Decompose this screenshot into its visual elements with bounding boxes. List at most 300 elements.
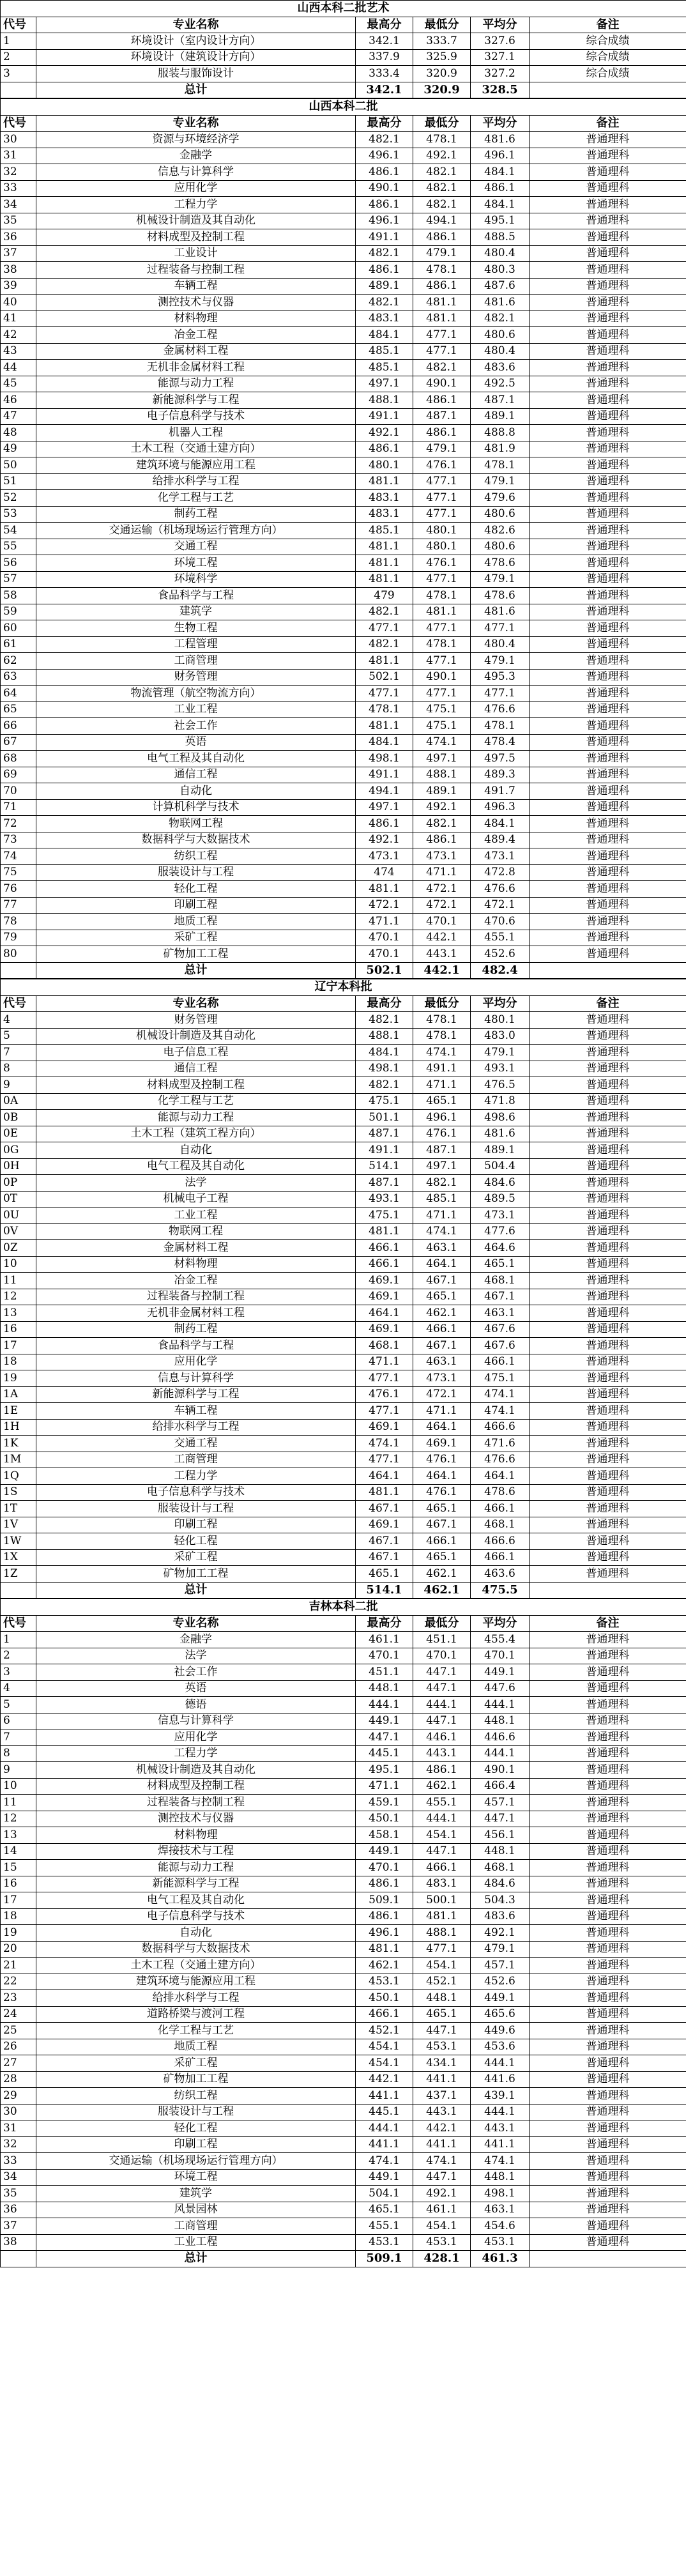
column-header-note: 备注 [530, 115, 686, 132]
cell-avg-score: 483.6 [471, 360, 530, 376]
table-row [1, 1517, 686, 1533]
cell-note: 普通理科 [530, 946, 686, 963]
cell-code: 36 [1, 2202, 36, 2218]
cell-note: 普通理科 [530, 262, 686, 279]
cell-min-score: 446.1 [413, 1729, 471, 1746]
cell-max-score: 469.1 [356, 1517, 413, 1533]
cell-note: 综合成绩 [530, 33, 686, 50]
cell-max-score: 481.1 [356, 1484, 413, 1501]
cell-note: 普通理科 [530, 1419, 686, 1436]
cell-note: 普通理科 [530, 1843, 686, 1860]
cell-note: 普通理科 [530, 1974, 686, 1990]
cell-min-score: 474.1 [413, 734, 471, 751]
cell-max-score: 449.1 [356, 2169, 413, 2186]
cell-min-score: 488.1 [413, 1925, 471, 1942]
table-row [1, 1093, 686, 1110]
cell-major-name: 工商管理 [36, 653, 356, 670]
cell-code: 34 [1, 197, 36, 213]
cell-min-score: 479.1 [413, 441, 471, 457]
cell-max-score: 484.1 [356, 327, 413, 344]
cell-min-score: 461.1 [413, 2202, 471, 2218]
cell-max-score: 486.1 [356, 164, 413, 181]
cell-note: 普通理科 [530, 1517, 686, 1533]
cell-major-name: 信息与计算科学 [36, 1370, 356, 1387]
cell-max-score: 482.1 [356, 132, 413, 148]
table-row [1, 1240, 686, 1257]
cell-code: 1X [1, 1549, 36, 1566]
cell-major-name: 建筑学 [36, 2186, 356, 2202]
cell-code: 13 [1, 1827, 36, 1844]
table-row [1, 1321, 686, 1338]
cell-min-score: 471.1 [413, 1077, 471, 1094]
cell-code: 1S [1, 1484, 36, 1501]
cell-min-score: 477.1 [413, 620, 471, 637]
cell-min-score: 447.1 [413, 1664, 471, 1681]
cell-note: 普通理科 [530, 1305, 686, 1322]
table-row [1, 2234, 686, 2251]
cell-major-name: 机械设计制造及其自动化 [36, 1762, 356, 1779]
cell-code: 34 [1, 2169, 36, 2186]
cell-code: 31 [1, 2120, 36, 2137]
cell-avg-score: 457.1 [471, 1958, 530, 1974]
cell-min-score: 442.1 [413, 930, 471, 946]
cell-major-name: 电气工程及其自动化 [36, 1892, 356, 1909]
cell-major-name: 数据科学与大数据技术 [36, 832, 356, 848]
table-row [1, 1941, 686, 1958]
cell-code: 43 [1, 343, 36, 360]
cell-max-score: 333.4 [356, 66, 413, 82]
cell-major-name: 自动化 [36, 1142, 356, 1159]
score-table [0, 1598, 686, 2267]
cell-code: 41 [1, 310, 36, 327]
table-row [1, 1028, 686, 1045]
cell-code: 61 [1, 636, 36, 653]
cell-note: 普通理科 [530, 1208, 686, 1224]
cell-avg-score: 468.1 [471, 1517, 530, 1533]
cell-max-score: 469.1 [356, 1273, 413, 1289]
cell-min-score: 473.1 [413, 848, 471, 865]
cell-major-name: 金融学 [36, 148, 356, 164]
cell-note: 普通理科 [530, 523, 686, 539]
cell-max-score: 483.1 [356, 490, 413, 507]
cell-min-score: 474.1 [413, 2153, 471, 2170]
cell-code: 8 [1, 1061, 36, 1077]
column-header-avg-score: 平均分 [471, 995, 530, 1012]
cell-note: 普通理科 [530, 864, 686, 881]
cell-max-score: 441.1 [356, 2088, 413, 2104]
cell-major-name: 环境设计（室内设计方向） [36, 33, 356, 50]
table-row [1, 278, 686, 295]
cell-code: 1M [1, 1452, 36, 1468]
cell-note: 普通理科 [530, 1925, 686, 1942]
header-row [1, 115, 686, 132]
cell-min-score: 471.1 [413, 1403, 471, 1420]
cell-note: 普通理科 [530, 1827, 686, 1844]
cell-avg-score: 473.1 [471, 1208, 530, 1224]
cell-note: 普通理科 [530, 1566, 686, 1583]
cell-note: 普通理科 [530, 408, 686, 425]
cell-min-score: 444.1 [413, 1811, 471, 1827]
cell-note: 普通理科 [530, 360, 686, 376]
cell-min-score: 470.1 [413, 1648, 471, 1664]
cell-max-score: 471.1 [356, 1778, 413, 1795]
cell-code: 23 [1, 1990, 36, 2007]
cell-min-score: 477.1 [413, 343, 471, 360]
cell-avg-score: 444.1 [471, 1745, 530, 1762]
cell-max-score: 474 [356, 864, 413, 881]
table-row [1, 2186, 686, 2202]
cell-max-score: 487.1 [356, 1175, 413, 1192]
table-row [1, 425, 686, 441]
score-table [0, 0, 686, 98]
cell-max-score: 496.1 [356, 213, 413, 229]
cell-max-score: 491.1 [356, 408, 413, 425]
cell-note: 普通理科 [530, 1321, 686, 1338]
cell-note: 普通理科 [530, 620, 686, 637]
cell-max-score: 475.1 [356, 1208, 413, 1224]
cell-major-name: 工商管理 [36, 1452, 356, 1468]
cell-code: 65 [1, 702, 36, 718]
cell-max-score: 445.1 [356, 1745, 413, 1762]
cell-avg-score: 466.6 [471, 1533, 530, 1550]
table-row [1, 2023, 686, 2039]
total-row [1, 962, 686, 979]
cell-min-score: 451.1 [413, 1632, 471, 1648]
cell-code: 37 [1, 245, 36, 262]
cell-code: 55 [1, 539, 36, 555]
cell-code: 32 [1, 2136, 36, 2153]
cell-min-score: 471.1 [413, 1208, 471, 1224]
cell-major-name: 工业工程 [36, 1208, 356, 1224]
cell-max-score: 450.1 [356, 1990, 413, 2007]
cell-note: 普通理科 [530, 457, 686, 474]
cell-min-score: 500.1 [413, 1892, 471, 1909]
cell-min-score: 497.1 [413, 1158, 471, 1175]
cell-max-score: 495.1 [356, 1762, 413, 1779]
cell-max-score: 481.1 [356, 571, 413, 588]
cell-code: 22 [1, 1974, 36, 1990]
table-row [1, 539, 686, 555]
cell-major-name: 轻化工程 [36, 2120, 356, 2137]
cell-note: 普通理科 [530, 1110, 686, 1126]
cell-avg-score: 492.5 [471, 376, 530, 392]
cell-major-name: 应用化学 [36, 1729, 356, 1746]
cell-min-score: 477.1 [413, 1941, 471, 1958]
cell-max-score: 501.1 [356, 1110, 413, 1126]
cell-code: 16 [1, 1321, 36, 1338]
cell-code: 63 [1, 669, 36, 686]
cell-note: 普通理科 [530, 1452, 686, 1468]
cell-avg-score: 484.1 [471, 816, 530, 832]
cell-code: 73 [1, 832, 36, 848]
cell-max-score: 474.1 [356, 1436, 413, 1452]
cell-min-score: 477.1 [413, 490, 471, 507]
cell-note: 普通理科 [530, 278, 686, 295]
cell-max-score: 444.1 [356, 1697, 413, 1713]
cell-code: 1E [1, 1403, 36, 1420]
cell-major-name: 资源与环境经济学 [36, 132, 356, 148]
table-row [1, 213, 686, 229]
cell-max-score: 470.1 [356, 1860, 413, 1876]
column-header-code: 代号 [1, 17, 36, 33]
cell-note: 普通理科 [530, 2088, 686, 2104]
table-row [1, 148, 686, 164]
cell-min-score: 325.9 [413, 49, 471, 66]
cell-avg-score: 497.5 [471, 751, 530, 767]
table-row [1, 66, 686, 82]
cell-major-name: 印刷工程 [36, 1517, 356, 1533]
cell-max-score: 483.1 [356, 310, 413, 327]
cell-code: 38 [1, 262, 36, 279]
cell-code: 9 [1, 1762, 36, 1779]
cell-major-name: 应用化学 [36, 180, 356, 197]
cell-note: 普通理科 [530, 392, 686, 409]
cell-code: 58 [1, 588, 36, 604]
cell-major-name: 电气工程及其自动化 [36, 1158, 356, 1175]
cell-avg-score: 463.1 [471, 1305, 530, 1322]
cell-avg-score: 449.6 [471, 2023, 530, 2039]
column-header-avg-score: 平均分 [471, 1615, 530, 1632]
cell-note: 普通理科 [530, 1533, 686, 1550]
cell-avg-score: 468.1 [471, 1860, 530, 1876]
cell-max-score: 475.1 [356, 1093, 413, 1110]
cell-min-score: 486.1 [413, 1762, 471, 1779]
cell-note: 普通理科 [530, 636, 686, 653]
cell-major-name: 交通运输（机场现场运行管理方向） [36, 523, 356, 539]
table-row [1, 490, 686, 507]
cell-major-name: 土木工程（建筑工程方向） [36, 1126, 356, 1142]
cell-major-name: 环境设计（建筑设计方向） [36, 49, 356, 66]
cell-code: 33 [1, 180, 36, 197]
cell-avg-score: 478.6 [471, 1484, 530, 1501]
cell-note: 普通理科 [530, 1941, 686, 1958]
cell-major-name: 化学工程与工艺 [36, 2023, 356, 2039]
cell-min-score: 437.1 [413, 2088, 471, 2104]
cell-max-score: 342.1 [356, 33, 413, 50]
cell-avg-score: 464.1 [471, 1468, 530, 1485]
cell-note: 普通理科 [530, 767, 686, 783]
cell-code: 5 [1, 1028, 36, 1045]
table-row [1, 1762, 686, 1779]
cell-max-score: 472.1 [356, 897, 413, 914]
cell-max-score: 454.1 [356, 2055, 413, 2072]
cell-avg-score: 476.6 [471, 1452, 530, 1468]
cell-max-score: 455.1 [356, 2218, 413, 2235]
cell-code: 11 [1, 1795, 36, 1811]
cell-major-name: 社会工作 [36, 1664, 356, 1681]
cell-min-score: 481.1 [413, 295, 471, 311]
cell-max-score: 469.1 [356, 1289, 413, 1305]
cell-code: 4 [1, 1680, 36, 1697]
table-row [1, 946, 686, 963]
cell-code: 21 [1, 1958, 36, 1974]
table-row [1, 1908, 686, 1925]
cell-code: 74 [1, 848, 36, 865]
cell-code: 1W [1, 1533, 36, 1550]
cell-min-score: 475.1 [413, 702, 471, 718]
cell-code: 0G [1, 1142, 36, 1159]
table-row [1, 327, 686, 344]
cell-note: 普通理科 [530, 1795, 686, 1811]
cell-major-name: 矿物加工工程 [36, 1566, 356, 1583]
column-header-note: 备注 [530, 17, 686, 33]
cell-min-score: 488.1 [413, 767, 471, 783]
cell-avg-score: 467.6 [471, 1321, 530, 1338]
cell-max-score: 491.1 [356, 1142, 413, 1159]
cell-major-name: 电子信息科学与技术 [36, 1908, 356, 1925]
cell-max-score: 482.1 [356, 1012, 413, 1029]
cell-major-name: 交通工程 [36, 1436, 356, 1452]
cell-max-score: 497.1 [356, 376, 413, 392]
cell-min-score: 462.1 [413, 1778, 471, 1795]
cell-note: 普通理科 [530, 555, 686, 572]
cell-major-name: 新能源科学与工程 [36, 392, 356, 409]
cell-min-score: 452.1 [413, 1974, 471, 1990]
cell-min-score: 478.1 [413, 588, 471, 604]
cell-min-score: 443.1 [413, 2104, 471, 2120]
column-header-note: 备注 [530, 1615, 686, 1632]
cell-max-score: 492.1 [356, 425, 413, 441]
table-row [1, 1158, 686, 1175]
cell-major-name: 工程管理 [36, 636, 356, 653]
cell-note: 普通理科 [530, 197, 686, 213]
total-avg-score: 475.5 [471, 1582, 530, 1598]
cell-avg-score: 444.1 [471, 1697, 530, 1713]
cell-max-score: 486.1 [356, 1908, 413, 1925]
cell-major-name: 英语 [36, 1680, 356, 1697]
cell-code: 36 [1, 229, 36, 246]
cell-code: 28 [1, 2071, 36, 2088]
cell-major-name: 电子信息科学与技术 [36, 408, 356, 425]
cell-major-name: 无机非金属材料工程 [36, 360, 356, 376]
table-row [1, 1680, 686, 1697]
table-row [1, 245, 686, 262]
cell-code: 18 [1, 1908, 36, 1925]
cell-note: 普通理科 [530, 310, 686, 327]
cell-note: 普通理科 [530, 1436, 686, 1452]
table-row [1, 734, 686, 751]
cell-min-score: 443.1 [413, 946, 471, 963]
cell-note: 普通理科 [530, 2186, 686, 2202]
cell-max-score: 453.1 [356, 2234, 413, 2251]
cell-avg-score: 487.6 [471, 278, 530, 295]
cell-min-score: 492.1 [413, 2186, 471, 2202]
cell-code: 29 [1, 2088, 36, 2104]
cell-note: 普通理科 [530, 343, 686, 360]
cell-avg-score: 463.6 [471, 1566, 530, 1583]
cell-note: 普通理科 [530, 1990, 686, 2007]
cell-min-score: 462.1 [413, 1566, 471, 1583]
table-row [1, 1892, 686, 1909]
cell-max-score: 470.1 [356, 930, 413, 946]
total-avg-score: 461.3 [471, 2251, 530, 2267]
cell-max-score: 477.1 [356, 1452, 413, 1468]
cell-min-score: 453.1 [413, 2234, 471, 2251]
cell-max-score: 448.1 [356, 1680, 413, 1697]
cell-note: 普通理科 [530, 1354, 686, 1370]
cell-min-score: 494.1 [413, 213, 471, 229]
cell-code: 31 [1, 148, 36, 164]
cell-max-score: 451.1 [356, 1664, 413, 1681]
cell-min-score: 464.1 [413, 1468, 471, 1485]
cell-major-name: 化学工程与工艺 [36, 490, 356, 507]
total-avg-score: 482.4 [471, 962, 530, 979]
cell-major-name: 土木工程（交通土建方向） [36, 441, 356, 457]
cell-avg-score: 474.1 [471, 1386, 530, 1403]
cell-note: 普通理科 [530, 1077, 686, 1094]
cell-avg-score: 452.6 [471, 1974, 530, 1990]
cell-max-score: 482.1 [356, 636, 413, 653]
cell-max-score: 488.1 [356, 392, 413, 409]
cell-avg-score: 449.1 [471, 1990, 530, 2007]
table-row [1, 2202, 686, 2218]
cell-avg-score: 498.1 [471, 2186, 530, 2202]
cell-min-score: 467.1 [413, 1517, 471, 1533]
table-row [1, 2153, 686, 2170]
cell-major-name: 过程装备与控制工程 [36, 1795, 356, 1811]
table-row [1, 1077, 686, 1094]
cell-note: 普通理科 [530, 718, 686, 735]
cell-max-score: 482.1 [356, 245, 413, 262]
cell-code: 60 [1, 620, 36, 637]
cell-max-score: 447.1 [356, 1729, 413, 1746]
table-row [1, 2218, 686, 2235]
cell-min-score: 480.1 [413, 523, 471, 539]
cell-max-score: 477.1 [356, 1370, 413, 1387]
cell-min-score: 492.1 [413, 148, 471, 164]
cell-min-score: 478.1 [413, 132, 471, 148]
cell-min-score: 472.1 [413, 897, 471, 914]
cell-major-name: 德语 [36, 1697, 356, 1713]
cell-major-name: 金融学 [36, 1632, 356, 1648]
cell-major-name: 数据科学与大数据技术 [36, 1941, 356, 1958]
table-row [1, 783, 686, 800]
cell-avg-score: 479.1 [471, 653, 530, 670]
cell-min-score: 465.1 [413, 1501, 471, 1517]
table-row [1, 343, 686, 360]
cell-code: 32 [1, 164, 36, 181]
cell-max-score: 497.1 [356, 799, 413, 816]
cell-note: 普通理科 [530, 1501, 686, 1517]
table-row [1, 636, 686, 653]
cell-min-score: 483.1 [413, 1876, 471, 1892]
cell-note: 普通理科 [530, 1549, 686, 1566]
cell-min-score: 465.1 [413, 1289, 471, 1305]
cell-max-score: 458.1 [356, 1827, 413, 1844]
cell-note: 普通理科 [530, 2055, 686, 2072]
cell-major-name: 信息与计算科学 [36, 164, 356, 181]
cell-code: 51 [1, 473, 36, 490]
table-row [1, 571, 686, 588]
cell-avg-score: 488.8 [471, 425, 530, 441]
cell-max-score: 476.1 [356, 1386, 413, 1403]
cell-major-name: 能源与动力工程 [36, 1860, 356, 1876]
table-row [1, 1012, 686, 1029]
cell-min-score: 467.1 [413, 1273, 471, 1289]
cell-code: 44 [1, 360, 36, 376]
cell-avg-score: 476.6 [471, 881, 530, 898]
cell-code: 48 [1, 425, 36, 441]
cell-code: 68 [1, 751, 36, 767]
table-row [1, 1436, 686, 1452]
cell-note: 普通理科 [530, 376, 686, 392]
cell-note: 普通理科 [530, 816, 686, 832]
column-header-major-name: 专业名称 [36, 1615, 356, 1632]
cell-avg-score: 483.0 [471, 1028, 530, 1045]
total-note [530, 962, 686, 979]
cell-avg-score: 477.1 [471, 686, 530, 702]
cell-note: 普通理科 [530, 1860, 686, 1876]
